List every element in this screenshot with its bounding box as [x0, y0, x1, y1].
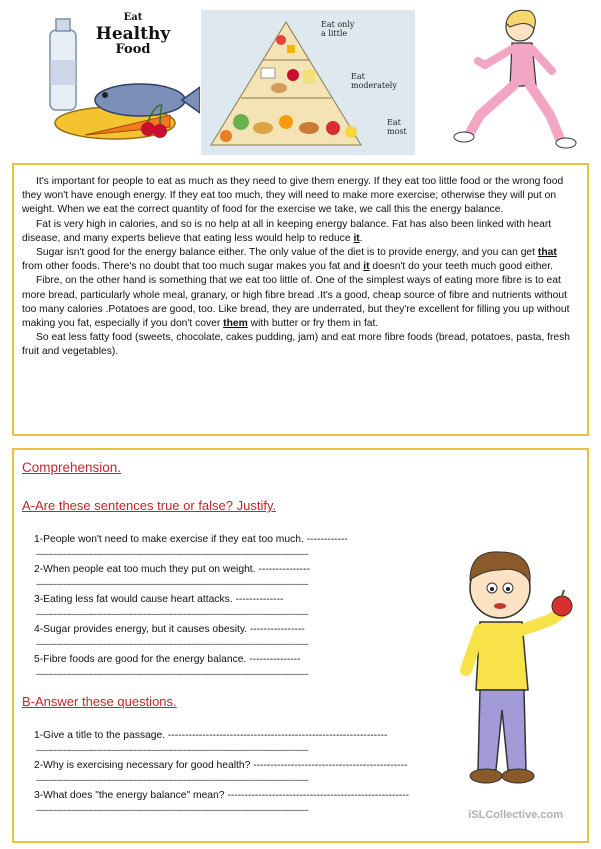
answer-line[interactable]: -------------------------------------------------------------------------------------------------------------	[36, 579, 309, 589]
pyramid-label-bottom: Eat most	[387, 118, 407, 136]
paragraph-2	[22, 218, 579, 246]
answer-line[interactable]: -------------------------------------------------------------------------------------------------------------	[36, 745, 309, 755]
question-item-2: 2-Why is exercising necessary for good health? ---------------------------------------------	[34, 760, 408, 771]
paragraph-1-text: It's important for people to eat as much as they need to give them energy. If they eat too little food or the wrong food they won't have enough energy. If they eat too much, they will need to make more exercise; otherwise they will put on weight. When we eat the correct quantity of food for the exercise we take, we call this the energy balance.	[22, 176, 564, 216]
true-false-item-3: 3-Eating less fat would cause heart attacks. --------------	[34, 594, 284, 605]
paragraph-4-text-a: Fibre, on the other hand is something that we eat too little of. One of the simplest ways of eating more fibre is to eat more bread, particularly whole meal, granary, or high fibre bread .It's a good, cheap source of fibre and nutrients without too many calories .Potatoes are good, too. Like bread, they are underrated, but they're excellent for filling you up without making you fat, especially if you don't cover	[22, 275, 570, 330]
section-a-title: A-Are these sentences true or false? Justify.	[22, 498, 277, 513]
answer-line[interactable]: -------------------------------------------------------------------------------------------------------------	[36, 609, 309, 619]
food-pyramid-image	[201, 10, 415, 155]
paragraph-2-text: Fat is very high in calories, and so is no help at all in keeping energy balance. Fat has also been linked with heart disease, and many experts believe that eating less would help to reduce	[22, 218, 552, 244]
reading-passage	[12, 163, 589, 436]
answer-line[interactable]: -------------------------------------------------------------------------------------------------------------	[36, 805, 309, 815]
true-false-item-1: 1-People won't need to make exercise if they eat too much. ------------	[34, 534, 348, 545]
question-item-3: 3-What does "the energy balance" mean? -----------------------------------------------------	[34, 790, 410, 801]
paragraph-5	[22, 331, 579, 359]
pyramid-label-top: Eat only a little	[321, 20, 355, 38]
paragraph-1	[22, 175, 579, 218]
paragraph-3-text-c: doesn't do your teeth much good either.	[372, 261, 553, 273]
paragraph-4	[22, 274, 579, 331]
paragraph-4-text-b: with butter or fry them in fat.	[250, 318, 379, 330]
comprehension-title: Comprehension.	[22, 460, 122, 475]
referent-it-2: it	[363, 261, 370, 273]
referent-that: that	[537, 247, 557, 259]
referent-it-1: it	[353, 232, 360, 244]
paragraph-5-text: So eat less fatty food (sweets, chocolate, cakes pudding, jam) and eat more fibre foods (bread, potatoes, pasta, fresh fruit and vegetables).	[22, 332, 571, 358]
question-item-1: 1-Give a title to the passage. ----------------------------------------------------------------	[34, 730, 388, 741]
true-false-item-2: 2-When people eat too much they put on weight. ---------------	[34, 564, 310, 575]
boy-with-apple-illustration	[450, 540, 580, 800]
answer-line[interactable]: -------------------------------------------------------------------------------------------------------------	[36, 639, 309, 649]
paragraph-3-text-a: Sugar isn't good for the energy balance either. The only value of the diet is to provide energy, and you can get	[36, 247, 536, 259]
paragraph-2-end: .	[359, 232, 363, 244]
pyramid-label-middle: Eat moderately	[351, 72, 397, 90]
answer-line[interactable]: -------------------------------------------------------------------------------------------------------------	[36, 775, 309, 785]
paragraph-3	[22, 246, 579, 274]
header-title	[88, 10, 178, 58]
answer-line[interactable]: -------------------------------------------------------------------------------------------------------------	[36, 549, 309, 559]
answer-line[interactable]: -------------------------------------------------------------------------------------------------------------	[36, 669, 309, 679]
header-title-line3: Food	[115, 42, 151, 57]
header-title-line1: Eat	[123, 12, 143, 23]
referent-them: them	[223, 318, 248, 330]
true-false-item-4: 4-Sugar provides energy, but it causes obesity. ----------------	[34, 624, 305, 635]
jogging-girl-illustration	[440, 5, 590, 155]
section-b-title: B-Answer these questions.	[22, 694, 177, 709]
header-title-line2: Healthy	[95, 24, 171, 44]
watermark: iSLCollective.com	[468, 809, 563, 821]
paragraph-3-text-b: from other foods. There's no doubt that too much sugar makes you fat and	[22, 261, 361, 273]
true-false-item-5: 5-Fibre foods are good for the energy balance. ---------------	[34, 654, 301, 665]
